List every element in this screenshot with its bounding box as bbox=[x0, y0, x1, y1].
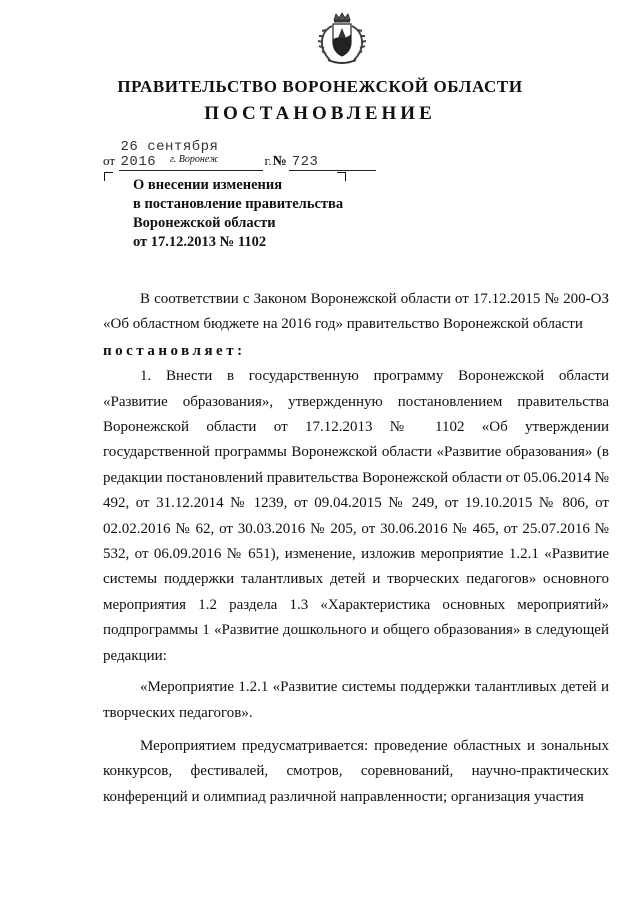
government-title: ПРАВИТЕЛЬСТВО ВОРОНЕЖСКОЙ ОБЛАСТИ bbox=[117, 77, 523, 96]
coat-of-arms-icon bbox=[316, 12, 368, 68]
quoted-measure-paragraph: «Мероприятие 1.2.1 «Развитие системы поддержки талантливых детей и творческих педагогов». bbox=[103, 679, 609, 721]
subject-line: О внесении изменения bbox=[133, 177, 283, 193]
document-subject bbox=[133, 176, 363, 252]
document-number: 723 bbox=[289, 155, 376, 171]
subject-line: Воронежской области bbox=[133, 215, 276, 231]
year-suffix: г. bbox=[264, 153, 272, 168]
city-name: г. Воронеж bbox=[170, 154, 219, 165]
date-prefix: от bbox=[103, 153, 116, 168]
document-body bbox=[103, 287, 609, 810]
resolves-word: постановляет: bbox=[103, 342, 246, 359]
document-type-title: ПОСТАНОВЛЕНИЕ bbox=[204, 103, 436, 124]
date-number-line bbox=[103, 140, 376, 171]
measure-description-paragraph: Мероприятием предусматривается: проведение областных и зональных конкурсов, фестивалей, смотров, соревнований, научно-практических конференций и олимпиад различной направленности; организация участия bbox=[103, 737, 609, 805]
number-sign: № bbox=[272, 154, 287, 169]
coat-of-arms-emblem bbox=[316, 12, 368, 68]
subject-line: в постановление правительства bbox=[133, 196, 344, 212]
document-date: 26 сентября 2016 bbox=[119, 140, 263, 171]
subject-line: от 17.12.2013 № 1102 bbox=[133, 234, 267, 250]
preamble-paragraph: В соответствии с Законом Воронежской области от 17.12.2015 № 200-ОЗ «Об областном бюджете на 2016 год» правительство Воронежской области bbox=[103, 291, 609, 333]
item-1-paragraph: 1. Внести в государственную программу Воронежской области «Развитие образования», утвержденную постановлением правительства Воронежской области от 17.12.2013 № 1102 «Об утверждении государственной программы Воронежской области «Развитие образования» (в редакции постановлений правительства Воронежской области от 05.06.2014 № 492, от 31.12.2014 № 1239, от 09.04.2015 № 249, от 19.10.2015 № 806, от 02.02.2016 № 62, от 30.03.2016 № 205, от 30.06.2016 № 465, от 25.07.2016 № 532, от 06.09.2016 № 651), изменение, изложив мероприятие 1.2.1 «Развитие системы поддержки талантливых детей и творческих педагогов» основного мероприятия 1.2 раздела 1.3 «Характеристика основных мероприятий» подпрограммы 1 «Развитие дошкольного и общего образования» в следующей редакции: bbox=[103, 368, 609, 664]
subject-corner-left bbox=[104, 172, 113, 181]
